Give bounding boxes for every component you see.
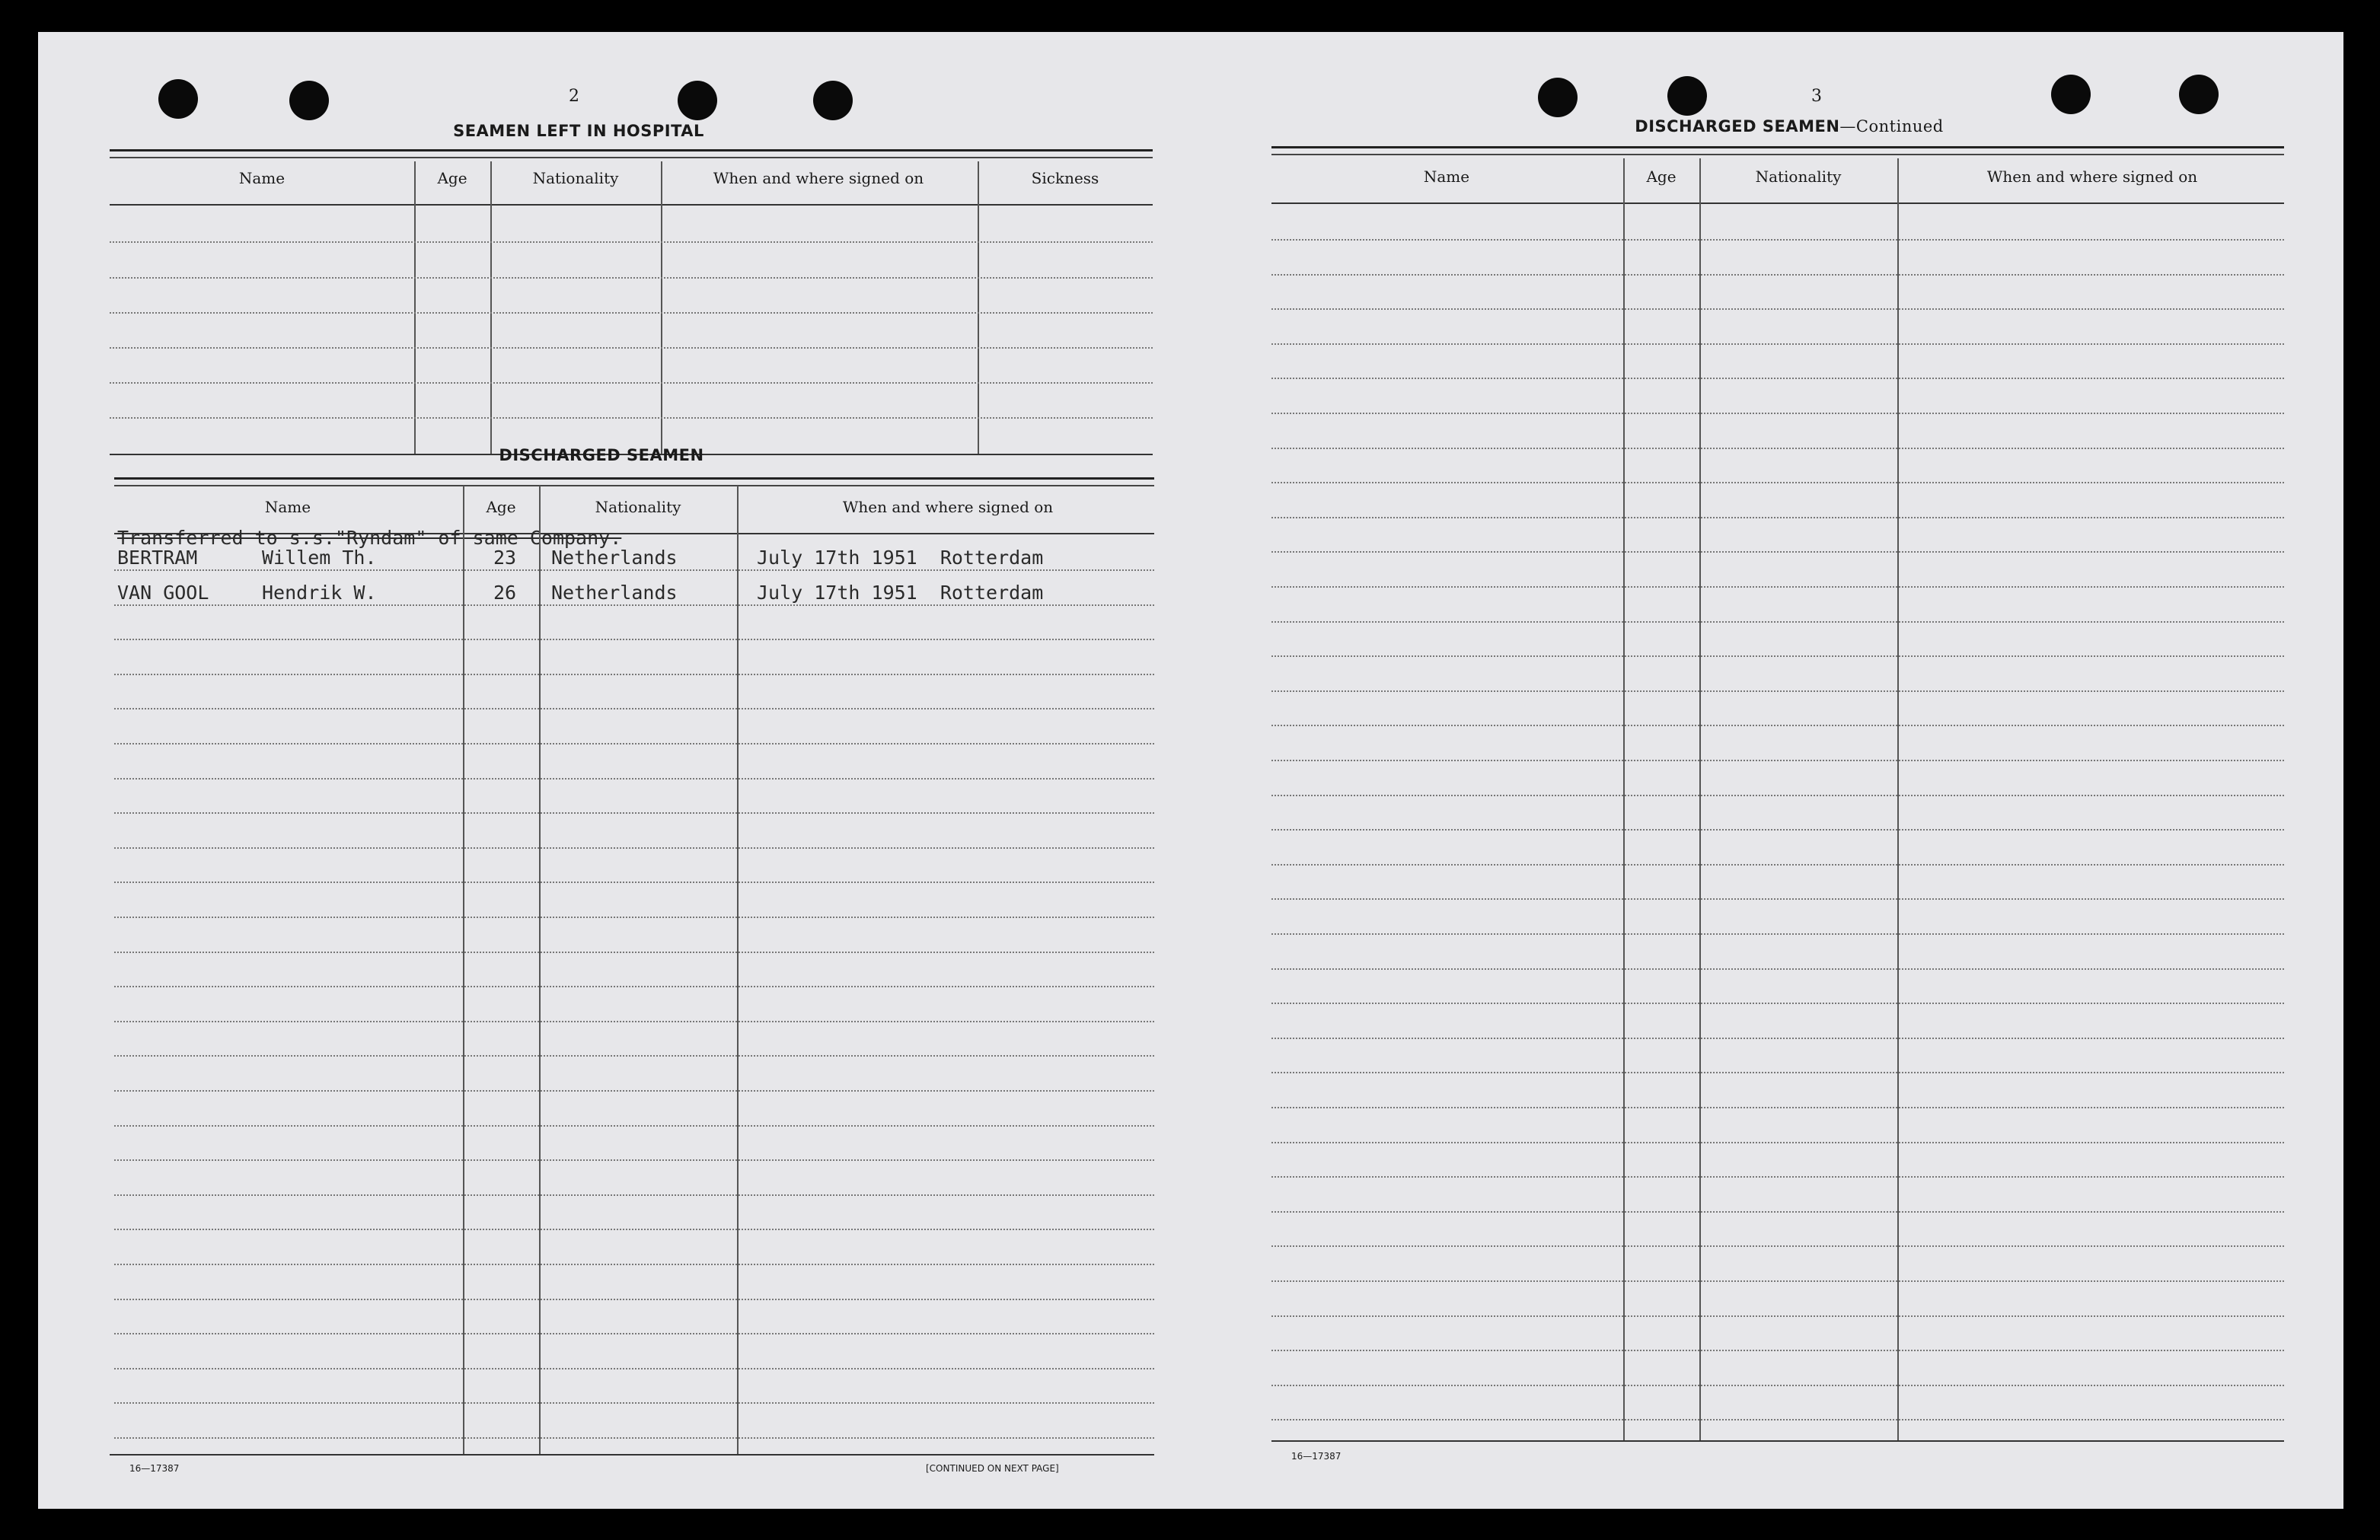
form-number: 16—17387 xyxy=(129,1463,180,1474)
hospital-col-age: Age xyxy=(437,169,467,187)
page-bottom-rule xyxy=(1271,1440,2284,1442)
column-divider xyxy=(661,161,662,455)
ruled-line xyxy=(1271,1003,2284,1004)
ruled-line xyxy=(114,1159,1154,1161)
column-divider xyxy=(1699,158,1701,1442)
hospital-col-nationality: Nationality xyxy=(532,169,619,187)
ruled-line xyxy=(110,347,1153,349)
ruled-line xyxy=(1271,1072,2284,1073)
ruled-line xyxy=(1271,829,2284,831)
column-divider xyxy=(490,161,492,455)
ruled-line xyxy=(1271,413,2284,414)
discharged-col-nationality: Nationality xyxy=(595,498,681,516)
transfer-note: Transferred to s.s."Ryndam" of same Company. xyxy=(117,527,622,549)
ruled-line xyxy=(1271,378,2284,379)
hospital-col-name: Name xyxy=(238,169,286,187)
ruled-line xyxy=(1271,517,2284,518)
entry-nationality: Netherlands xyxy=(551,582,678,604)
right-col-age: Age xyxy=(1646,167,1677,186)
ruled-line xyxy=(114,1333,1154,1334)
discharged-col-name: Name xyxy=(264,498,311,516)
ruled-line xyxy=(1271,760,2284,761)
ruled-line xyxy=(114,812,1154,814)
ruled-line xyxy=(114,1437,1154,1439)
column-divider xyxy=(1897,158,1899,1442)
ruled-line xyxy=(110,312,1153,314)
ruled-line xyxy=(1271,448,2284,449)
ruled-line xyxy=(114,1055,1154,1057)
hospital-section-title: SEAMEN LEFT IN HOSPITAL xyxy=(453,122,704,140)
entry-signed-on: July 17th 1951 Rotterdam xyxy=(757,582,1044,604)
ruled-line xyxy=(114,1125,1154,1127)
right-col-signed-on: When and where signed on xyxy=(1986,167,2198,186)
ruled-line xyxy=(1271,898,2284,900)
ruled-line xyxy=(1271,343,2284,345)
entry-age: 26 xyxy=(493,582,517,604)
entry-given-name: Willem Th. xyxy=(262,547,377,569)
ruled-line xyxy=(110,382,1153,384)
double-rule xyxy=(114,477,1154,486)
hospital-col-sickness: Sickness xyxy=(1031,169,1099,187)
ruled-line xyxy=(1271,1419,2284,1420)
ruled-line xyxy=(114,917,1154,918)
ruled-line xyxy=(1271,551,2284,553)
ruled-line xyxy=(1271,621,2284,623)
page-bottom-rule xyxy=(110,1454,1154,1456)
ruled-line xyxy=(1271,1315,2284,1317)
entry-given-name: Hendrik W. xyxy=(262,582,377,604)
ruled-line xyxy=(114,604,1154,606)
ruled-line xyxy=(114,743,1154,744)
ruled-line xyxy=(1271,586,2284,588)
ruled-line xyxy=(114,1229,1154,1230)
ruled-line xyxy=(114,674,1154,675)
ruled-line xyxy=(1271,725,2284,726)
ruled-line xyxy=(114,882,1154,883)
page-number: 2 xyxy=(569,87,579,106)
ruled-line xyxy=(1271,1107,2284,1108)
page-number: 3 xyxy=(1811,87,1822,106)
ruled-line xyxy=(1271,1280,2284,1282)
column-divider xyxy=(737,486,739,1454)
discharged-section-title: DISCHARGED SEAMEN xyxy=(499,446,704,464)
ruled-line xyxy=(1271,968,2284,970)
ruled-line xyxy=(1271,1038,2284,1039)
entry-signed-on: July 17th 1951 Rotterdam xyxy=(757,547,1044,569)
form-number: 16—17387 xyxy=(1291,1451,1342,1462)
ruled-line xyxy=(1271,1245,2284,1247)
double-rule xyxy=(110,149,1153,158)
ruled-line xyxy=(1271,655,2284,657)
ruled-line xyxy=(114,847,1154,849)
continued-note: [CONTINUED ON NEXT PAGE] xyxy=(926,1463,1059,1474)
ruled-line xyxy=(1271,482,2284,483)
ruled-line xyxy=(1271,1350,2284,1351)
right-col-nationality: Nationality xyxy=(1755,167,1842,186)
ruled-line xyxy=(114,1194,1154,1196)
ruled-line xyxy=(1271,239,2284,241)
column-divider xyxy=(1623,158,1625,1442)
ruled-line xyxy=(114,778,1154,780)
ruled-line xyxy=(110,241,1153,243)
document-sheet xyxy=(38,32,2343,1509)
column-divider xyxy=(463,486,464,1454)
ruled-line xyxy=(110,277,1153,279)
ruled-line xyxy=(1271,1176,2284,1178)
ruled-line xyxy=(110,417,1153,419)
ruled-line xyxy=(114,1021,1154,1022)
ruled-line xyxy=(1271,690,2284,692)
ruled-line xyxy=(1271,864,2284,866)
ruled-line xyxy=(114,708,1154,709)
header-rule xyxy=(1271,202,2284,204)
column-divider xyxy=(978,161,979,455)
ruled-line xyxy=(1271,1385,2284,1386)
entry-age: 23 xyxy=(493,547,517,569)
ruled-line xyxy=(114,569,1154,571)
entry-surname: BERTRAM xyxy=(117,547,198,569)
ruled-line xyxy=(1271,1142,2284,1143)
ruled-line xyxy=(114,952,1154,953)
entry-surname: VAN GOOL xyxy=(117,582,209,604)
ruled-line xyxy=(114,1264,1154,1265)
entry-nationality: Netherlands xyxy=(551,547,678,569)
ruled-line xyxy=(114,1368,1154,1369)
ruled-line xyxy=(114,986,1154,987)
ruled-line xyxy=(114,1090,1154,1092)
ruled-line xyxy=(114,1299,1154,1300)
column-divider xyxy=(414,161,416,455)
right-section-title-main: DISCHARGED SEAMEN xyxy=(1635,117,1840,136)
header-rule xyxy=(110,204,1153,206)
ruled-line xyxy=(1271,795,2284,796)
discharged-col-age: Age xyxy=(486,498,516,516)
ruled-line xyxy=(114,1402,1154,1404)
right-page xyxy=(1271,32,2343,1509)
ruled-line xyxy=(1271,308,2284,310)
left-page xyxy=(38,32,1165,1509)
ruled-line xyxy=(114,639,1154,640)
column-divider xyxy=(539,486,541,1454)
discharged-col-signed-on: When and where signed on xyxy=(842,498,1054,516)
hospital-col-signed-on: When and where signed on xyxy=(713,169,924,187)
ruled-line xyxy=(1271,933,2284,935)
ruled-line xyxy=(1271,1211,2284,1213)
right-section-title xyxy=(1561,117,2018,136)
double-rule xyxy=(1271,146,2284,155)
right-section-title-suffix: —Continued xyxy=(1839,117,1944,136)
right-col-name: Name xyxy=(1423,167,1470,186)
ruled-line xyxy=(1271,274,2284,276)
